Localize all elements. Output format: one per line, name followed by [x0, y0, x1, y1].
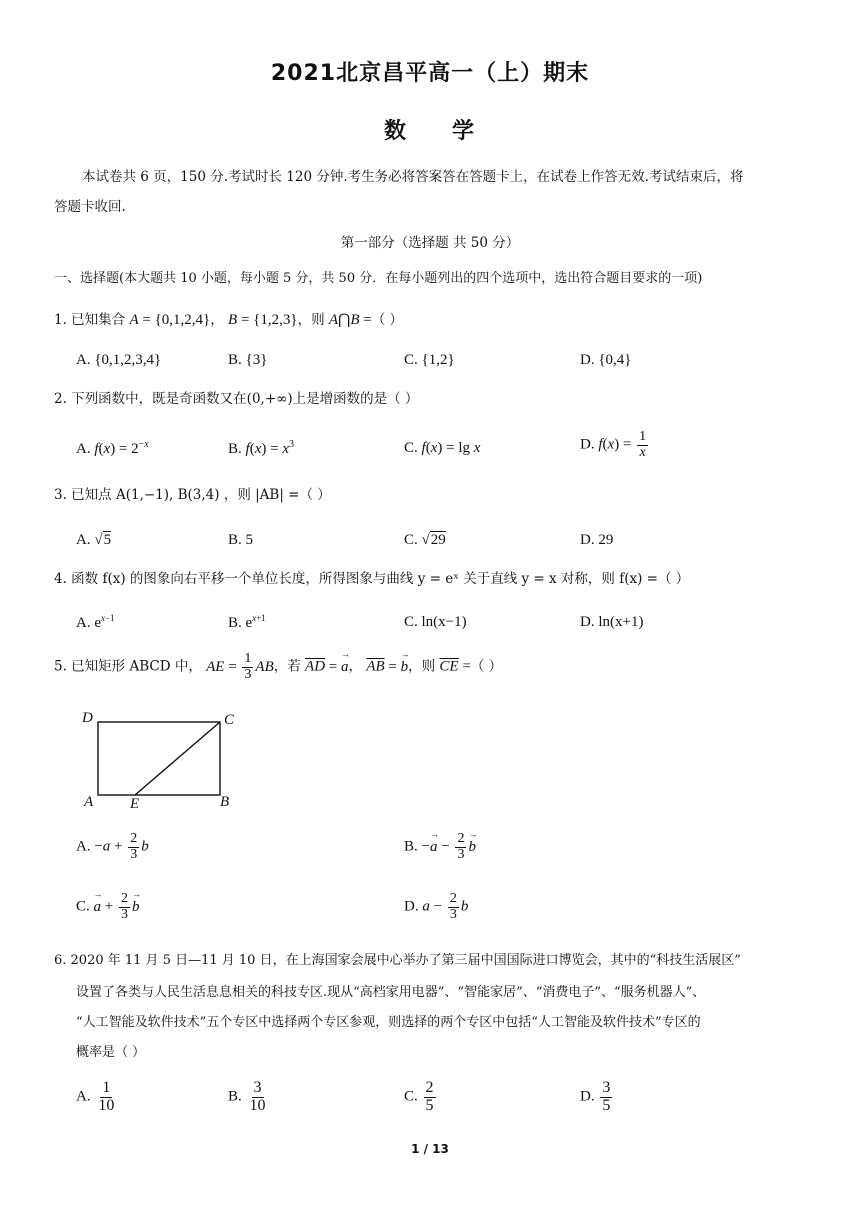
question-4-stem: 4. 函数 f(x) 的图象向右平移一个单位长度，所得图象与曲线 y = eˣ 关于直线 y = x 对称，则 f(x) =（ ） — [54, 571, 690, 587]
q4-option-d: D. ln(x+1) — [580, 614, 644, 630]
q6-line-4: 概率是（ ） — [76, 1045, 146, 1060]
subject-char-2: 学 — [452, 119, 477, 144]
q6-d-num: 3 — [602, 1079, 611, 1096]
question-3-stem: 3. 已知点 A(1,−1), B(3,4) ，则 |AB| =（ ） — [54, 487, 331, 503]
q6-a-letter: A. — [76, 1088, 91, 1105]
intro-line-2: 答题卡收回. — [54, 199, 126, 215]
q3-option-b: B. 5 — [228, 532, 254, 548]
q2-option-c: C. f(x) = lg x — [404, 440, 481, 456]
q1-stem-text: 1. 已知集合 — [54, 312, 126, 328]
section-heading: 一、选择题(本大题共 10 小题，每小题 5 分，共 50 分．在每小题列出的四个选项中，选出符合题目要求的一项) — [54, 271, 703, 286]
q6-a-num: 1 — [102, 1079, 111, 1096]
q5-stem-text: 5. 已知矩形 ABCD 中， — [54, 658, 202, 675]
q6-c-num: 2 — [425, 1079, 434, 1096]
figure-label-d: D — [82, 710, 93, 726]
q2-option-b: B. $f(x) = x^3$ — [228, 439, 294, 457]
subject-char-1: 数 — [383, 119, 408, 144]
part-heading: 第一部分（选择题 共 50 分） — [340, 235, 520, 251]
subject-title — [0, 114, 860, 145]
q6-line-2: 设置了各类与人民生活息息相关的科技专区.现从“高档家用电器”、“智能家居”、“消费电子”、“服务机器人”、 — [76, 985, 706, 1000]
q6-b-den: 10 — [249, 1096, 266, 1114]
q3-option-c: C. √29 — [404, 532, 446, 548]
question-1-stem: 1. 已知集合 A = {0,1,2,4}， B = {1,2,3}，则 A⋂B =（ ） — [54, 312, 404, 328]
figure-label-a: A — [84, 794, 94, 810]
q6-option-b — [228, 1080, 270, 1115]
segment-ec — [135, 722, 220, 795]
figure-label-c: C — [224, 712, 235, 728]
intro-line-1: 本试卷共 6 页，150 分.考试时长 120 分钟.考生务必将答案答在答题卡上，在试卷上作答无效.考试结束后，将 — [82, 169, 744, 185]
page-number: 1 / 13 — [411, 1142, 449, 1156]
q6-line-1: 6. 2020 年 11 月 5 日—11 月 10 日，在上海国家会展中心举办了第三届中国国际进口博览会，其中的“科技生活展区” — [54, 953, 741, 968]
page-title: 2021北京昌平高一（上）期末 — [270, 61, 590, 86]
q4-option-b: B. $e^{x+1}$ — [228, 613, 266, 631]
q1-option-b: B. {3} — [228, 352, 268, 368]
q6-b-letter: B. — [228, 1088, 242, 1105]
q5-option-c: C. → a + $\frac{2}{3}$ → b — [76, 892, 139, 922]
q6-c-den: 5 — [425, 1096, 434, 1114]
q6-b-num: 3 — [253, 1079, 262, 1096]
q1-option-c: C. {1,2} — [404, 352, 455, 368]
q3-option-d: D. 29 — [580, 532, 614, 548]
rectangle-abcd — [98, 722, 220, 795]
q2-option-d: D. f(x) = $\frac{1}{x}$ — [580, 429, 647, 460]
q6-line-3: “人工智能及软件技术”五个专区中选择两个专区参观，则选择的两个专区中包括“人工智能及软件技术”专区的 — [76, 1015, 701, 1030]
q6-a-den: 10 — [98, 1096, 115, 1114]
q6-option-a — [76, 1080, 118, 1115]
figure-label-b: B — [220, 794, 230, 810]
q5-option-b: B. −→ a − $\frac{2}{3}$ → b — [404, 832, 476, 862]
q6-option-d — [580, 1080, 614, 1115]
question-5-stem: 5. 已知矩形 ABCD 中， AE = $\frac{1}{3}$ AB，若 $\overline{AD}$ = → a， $\overline{AB}$ = → b，则 $\overline{CE}$ =（ ） — [54, 652, 502, 682]
q5-option-a: A. −a + $\frac{2}{3}$ b — [76, 831, 149, 862]
q1-option-d: D. {0,4} — [580, 352, 632, 368]
q4-option-c: C. ln(x−1) — [404, 614, 467, 630]
q1-option-a: A. {0,1,2,3,4} — [76, 352, 162, 368]
q4-option-a: A. $e^{x-1}$ — [76, 613, 115, 631]
q5-option-d: D. a − $\frac{2}{3}$ b — [404, 891, 469, 922]
q2-option-a: A. $f(x) = 2^{-x}$ — [76, 439, 149, 457]
q6-d-letter: D. — [580, 1088, 595, 1105]
q3-option-a: A. √5 — [76, 532, 112, 548]
figure-label-e: E — [130, 796, 140, 812]
q6-option-c — [404, 1080, 438, 1115]
q6-c-letter: C. — [404, 1088, 418, 1105]
q6-d-den: 5 — [602, 1096, 611, 1114]
question-2-stem: 2. 下列函数中，既是奇函数又在(0,+∞)上是增函数的是（ ） — [54, 391, 419, 407]
